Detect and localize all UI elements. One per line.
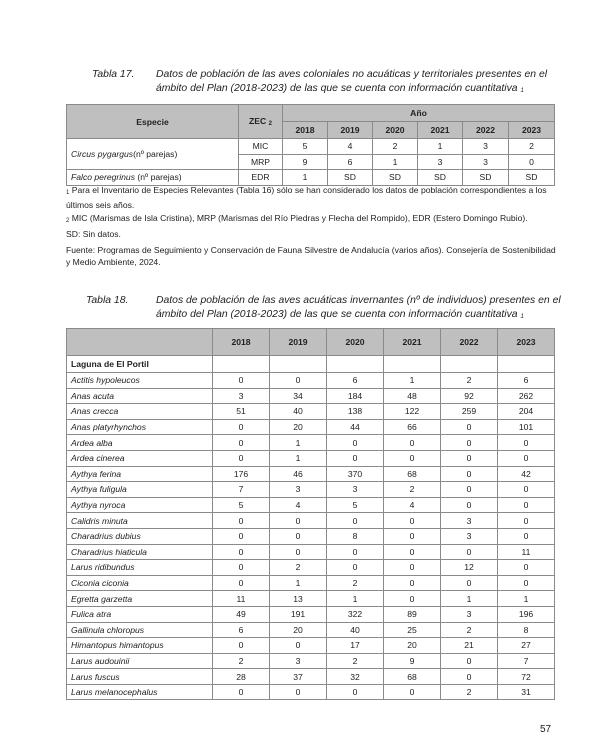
table17-year: 2019 <box>328 122 373 139</box>
table18-year: 2023 <box>498 329 555 356</box>
value-cell: 8 <box>498 622 555 638</box>
zec-cell: MRP <box>239 154 283 170</box>
value-cell: 0 <box>213 450 270 466</box>
table-row <box>67 450 555 466</box>
table18-caption-text2: ámbito del Plan (2018-2023) de las que se cuenta con información cuantitativa <box>156 309 518 320</box>
value-cell: 6 <box>328 154 373 170</box>
note-1-ref: 1 <box>66 190 70 196</box>
species-name: Fulica atra <box>67 606 213 622</box>
table18-group-row <box>67 356 555 373</box>
value-cell: 1 <box>384 373 441 389</box>
value-cell: 2 <box>441 622 498 638</box>
value-cell: 68 <box>384 466 441 482</box>
table-row <box>67 544 555 560</box>
value-cell: 0 <box>270 684 327 700</box>
value-cell: 3 <box>213 388 270 404</box>
zec-cell: MIC <box>239 139 283 155</box>
value-cell: 101 <box>498 419 555 435</box>
value-cell: 4 <box>270 497 327 513</box>
value-cell: 0 <box>441 466 498 482</box>
value-cell: 2 <box>327 575 384 591</box>
value-cell: 0 <box>384 513 441 529</box>
value-cell: 5 <box>327 497 384 513</box>
value-cell: 0 <box>270 373 327 389</box>
value-cell: 0 <box>384 684 441 700</box>
value-cell: 1 <box>270 575 327 591</box>
table18-year: 2019 <box>270 329 327 356</box>
value-cell: 3 <box>463 139 509 155</box>
value-cell: 0 <box>384 450 441 466</box>
value-cell: 20 <box>384 638 441 654</box>
value-cell: 7 <box>498 653 555 669</box>
value-cell: 0 <box>498 513 555 529</box>
value-cell: 262 <box>498 388 555 404</box>
value-cell: 3 <box>441 606 498 622</box>
table17-year: 2023 <box>509 122 555 139</box>
species-name: Circus pygargus <box>71 149 134 159</box>
table-row <box>67 482 555 498</box>
value-cell: 0 <box>327 544 384 560</box>
value-cell: 0 <box>498 435 555 451</box>
species-name: Charadrius hiaticula <box>67 544 213 560</box>
table-row <box>67 669 555 685</box>
value-cell: 32 <box>327 669 384 685</box>
value-cell: 9 <box>384 653 441 669</box>
value-cell: 1 <box>270 435 327 451</box>
value-cell: SD <box>509 170 555 186</box>
species-name: Anas platyrhynchos <box>67 419 213 435</box>
species-name: Ciconia ciconia <box>67 575 213 591</box>
value-cell: 20 <box>270 622 327 638</box>
species-name: Egretta garzetta <box>67 591 213 607</box>
empty-cell <box>213 356 270 373</box>
value-cell: 48 <box>384 388 441 404</box>
value-cell: 2 <box>509 139 555 155</box>
table17-species-cell <box>67 139 239 170</box>
value-cell: 0 <box>498 575 555 591</box>
value-cell: 34 <box>270 388 327 404</box>
value-cell: 191 <box>270 606 327 622</box>
table17-header-ano: Año <box>283 105 555 122</box>
value-cell: 17 <box>327 638 384 654</box>
value-cell: SD <box>328 170 373 186</box>
table17-year: 2020 <box>373 122 418 139</box>
value-cell: 1 <box>373 154 418 170</box>
value-cell: 0 <box>270 528 327 544</box>
value-cell: 0 <box>213 575 270 591</box>
table17-caption-text1: Datos de población de las aves coloniales no acuáticas y territoriales presentes en el <box>156 69 548 80</box>
species-name: Anas acuta <box>67 388 213 404</box>
value-cell: 259 <box>441 404 498 420</box>
species-name: Calidris minuta <box>67 513 213 529</box>
species-name: Aythya fuligula <box>67 482 213 498</box>
value-cell: 370 <box>327 466 384 482</box>
value-cell: 0 <box>384 560 441 576</box>
value-cell: 0 <box>213 560 270 576</box>
value-cell: 138 <box>327 404 384 420</box>
species-name: Larus melanocephalus <box>67 684 213 700</box>
value-cell: 92 <box>441 388 498 404</box>
table-row <box>67 497 555 513</box>
value-cell: 49 <box>213 606 270 622</box>
species-name: Anas crecca <box>67 404 213 420</box>
value-cell: 6 <box>327 373 384 389</box>
species-unit: (nº parejas) <box>133 149 178 159</box>
value-cell: 1 <box>498 591 555 607</box>
value-cell: 28 <box>213 669 270 685</box>
table-row <box>67 513 555 529</box>
table17-header-zec-label: ZEC <box>249 116 267 126</box>
value-cell: 0 <box>327 435 384 451</box>
table17-caption-line2 <box>92 82 562 98</box>
value-cell: 0 <box>213 513 270 529</box>
species-unit: (nº parejas) <box>137 172 182 183</box>
empty-cell <box>327 356 384 373</box>
value-cell: 42 <box>498 466 555 482</box>
empty-cell <box>498 356 555 373</box>
note-sd: SD: Sin datos. <box>66 229 121 239</box>
value-cell: 184 <box>327 388 384 404</box>
table17-year: 2022 <box>463 122 509 139</box>
value-cell: 0 <box>498 560 555 576</box>
value-cell: 3 <box>441 513 498 529</box>
note-1 <box>66 184 556 211</box>
value-cell: SD <box>463 170 509 186</box>
table17-header-especie: Especie <box>67 105 239 139</box>
species-name: Falco peregrinus <box>71 172 136 183</box>
table17-caption <box>92 68 562 98</box>
value-cell: 89 <box>384 606 441 622</box>
table18-caption-label: Tabla 18. <box>86 295 129 306</box>
table17-header-zec <box>239 105 283 139</box>
species-name: Ardea cinerea <box>67 450 213 466</box>
value-cell: 0 <box>498 450 555 466</box>
table-row <box>67 170 555 186</box>
value-cell: 7 <box>213 482 270 498</box>
value-cell: 0 <box>327 450 384 466</box>
value-cell: 3 <box>441 528 498 544</box>
zec-cell: EDR <box>239 170 283 186</box>
value-cell: 0 <box>327 513 384 529</box>
value-cell: 0 <box>384 544 441 560</box>
note-source: Fuente: Programas de Seguimiento y Conservación de Fauna Silvestre de Andalucía (varios años). Consejería de Sostenibilidad y Medio Ambiente, 2024. <box>66 245 556 267</box>
value-cell: 0 <box>441 419 498 435</box>
value-cell: 0 <box>270 544 327 560</box>
table-row <box>67 684 555 700</box>
value-cell: 322 <box>327 606 384 622</box>
value-cell: 0 <box>384 528 441 544</box>
value-cell: 1 <box>418 139 463 155</box>
table-row <box>67 560 555 576</box>
value-cell: 1 <box>283 170 328 186</box>
table-row <box>67 139 555 155</box>
value-cell: 3 <box>327 482 384 498</box>
table18-group-label: Laguna de El Portil <box>67 356 213 373</box>
value-cell: 0 <box>384 435 441 451</box>
note-2-text: MIC (Marismas de Isla Cristina), MRP (Marismas del Río Piedras y Flecha del Rompido), EDR (Estero Domingo Rubio). <box>71 213 528 223</box>
species-name: Larus ridibundus <box>67 560 213 576</box>
value-cell: 46 <box>270 466 327 482</box>
table17-species-cell <box>67 170 239 186</box>
species-name: Gallinula chloropus <box>67 622 213 638</box>
value-cell: 0 <box>213 373 270 389</box>
table17-year: 2021 <box>418 122 463 139</box>
table18 <box>66 328 555 700</box>
value-cell: 2 <box>441 684 498 700</box>
table-row <box>67 373 555 389</box>
value-cell: 0 <box>270 638 327 654</box>
value-cell: SD <box>418 170 463 186</box>
species-name: Charadrius dubius <box>67 528 213 544</box>
note-2 <box>66 212 556 227</box>
table17-header-zec-ref: 2 <box>268 121 272 127</box>
table-row <box>67 606 555 622</box>
value-cell: 0 <box>441 450 498 466</box>
value-cell: 122 <box>384 404 441 420</box>
species-name: Aythya nyroca <box>67 497 213 513</box>
value-cell: 3 <box>270 482 327 498</box>
value-cell: 0 <box>327 684 384 700</box>
value-cell: 0 <box>498 482 555 498</box>
value-cell: 0 <box>441 544 498 560</box>
value-cell: 51 <box>213 404 270 420</box>
value-cell: 11 <box>498 544 555 560</box>
species-name: Aythya ferina <box>67 466 213 482</box>
table18-year: 2021 <box>384 329 441 356</box>
value-cell: 0 <box>441 435 498 451</box>
table-row <box>67 638 555 654</box>
table17-caption-footnote-ref: 1 <box>520 88 524 94</box>
table18-caption-text1: Datos de población de las aves acuáticas invernantes (nº de individuos) presentes en el <box>156 295 561 306</box>
value-cell: 5 <box>213 497 270 513</box>
value-cell: 11 <box>213 591 270 607</box>
table18-caption-line2 <box>86 308 562 324</box>
species-name: Actitis hypoleucos <box>67 373 213 389</box>
value-cell: 72 <box>498 669 555 685</box>
table-row <box>67 528 555 544</box>
value-cell: 4 <box>384 497 441 513</box>
value-cell: 68 <box>384 669 441 685</box>
value-cell: 0 <box>213 419 270 435</box>
value-cell: 1 <box>327 591 384 607</box>
value-cell: 25 <box>384 622 441 638</box>
value-cell: 0 <box>384 591 441 607</box>
table-row <box>67 653 555 669</box>
table18-caption-line1 <box>86 294 562 308</box>
table-row <box>67 404 555 420</box>
table18-year: 2020 <box>327 329 384 356</box>
value-cell: 44 <box>327 419 384 435</box>
value-cell: 0 <box>270 513 327 529</box>
species-name: Ardea alba <box>67 435 213 451</box>
value-cell: 2 <box>373 139 418 155</box>
species-name: Larus fuscus <box>67 669 213 685</box>
value-cell: 0 <box>327 560 384 576</box>
value-cell: 0 <box>213 544 270 560</box>
value-cell: 0 <box>384 575 441 591</box>
value-cell: 13 <box>270 591 327 607</box>
value-cell: 0 <box>441 575 498 591</box>
value-cell: 4 <box>328 139 373 155</box>
note-1-text: Para el Inventario de Especies Relevantes (Tabla 16) sólo se han considerado los datos de población correspondientes a los últimos seis años. <box>66 185 547 210</box>
value-cell: 9 <box>283 154 328 170</box>
value-cell: 3 <box>463 154 509 170</box>
table-row <box>67 435 555 451</box>
value-cell: 6 <box>213 622 270 638</box>
value-cell: 6 <box>498 373 555 389</box>
value-cell: 5 <box>283 139 328 155</box>
value-cell: 2 <box>213 653 270 669</box>
value-cell: 204 <box>498 404 555 420</box>
value-cell: SD <box>373 170 418 186</box>
value-cell: 0 <box>213 638 270 654</box>
table-row <box>67 575 555 591</box>
table18-year: 2022 <box>441 329 498 356</box>
value-cell: 0 <box>509 154 555 170</box>
table-row <box>67 591 555 607</box>
value-cell: 37 <box>270 669 327 685</box>
value-cell: 2 <box>441 373 498 389</box>
value-cell: 2 <box>384 482 441 498</box>
value-cell: 40 <box>327 622 384 638</box>
value-cell: 2 <box>327 653 384 669</box>
species-name: Himantopus himantopus <box>67 638 213 654</box>
value-cell: 0 <box>441 669 498 685</box>
value-cell: 66 <box>384 419 441 435</box>
table18-caption-footnote-ref: 1 <box>520 314 524 320</box>
value-cell: 0 <box>213 684 270 700</box>
value-cell: 12 <box>441 560 498 576</box>
value-cell: 40 <box>270 404 327 420</box>
table-row <box>67 622 555 638</box>
value-cell: 20 <box>270 419 327 435</box>
page-number: 57 <box>540 724 552 735</box>
value-cell: 0 <box>441 653 498 669</box>
value-cell: 3 <box>418 154 463 170</box>
value-cell: 0 <box>441 482 498 498</box>
note-2-ref: 2 <box>66 218 70 224</box>
table17 <box>66 104 555 186</box>
value-cell: 0 <box>213 528 270 544</box>
value-cell: 196 <box>498 606 555 622</box>
value-cell: 3 <box>270 653 327 669</box>
value-cell: 31 <box>498 684 555 700</box>
table17-caption-label: Tabla 17. <box>92 69 135 80</box>
value-cell: 27 <box>498 638 555 654</box>
table18-header-empty <box>67 329 213 356</box>
table-row <box>67 388 555 404</box>
value-cell: 8 <box>327 528 384 544</box>
table-row <box>67 419 555 435</box>
value-cell: 21 <box>441 638 498 654</box>
species-name: Larus audouinii <box>67 653 213 669</box>
value-cell: 1 <box>270 450 327 466</box>
table17-caption-text2: ámbito del Plan (2018-2023) de las que se cuenta con información cuantitativa <box>156 83 518 94</box>
empty-cell <box>270 356 327 373</box>
empty-cell <box>441 356 498 373</box>
value-cell: 0 <box>213 435 270 451</box>
table18-header-row <box>67 329 555 356</box>
value-cell: 176 <box>213 466 270 482</box>
value-cell: 2 <box>270 560 327 576</box>
value-cell: 1 <box>441 591 498 607</box>
table-row <box>67 466 555 482</box>
table18-year: 2018 <box>213 329 270 356</box>
value-cell: 0 <box>498 528 555 544</box>
empty-cell <box>384 356 441 373</box>
table17-caption-line1 <box>92 68 562 82</box>
value-cell: 0 <box>498 497 555 513</box>
table17-year: 2018 <box>283 122 328 139</box>
table18-caption <box>86 294 562 324</box>
value-cell: 0 <box>441 497 498 513</box>
